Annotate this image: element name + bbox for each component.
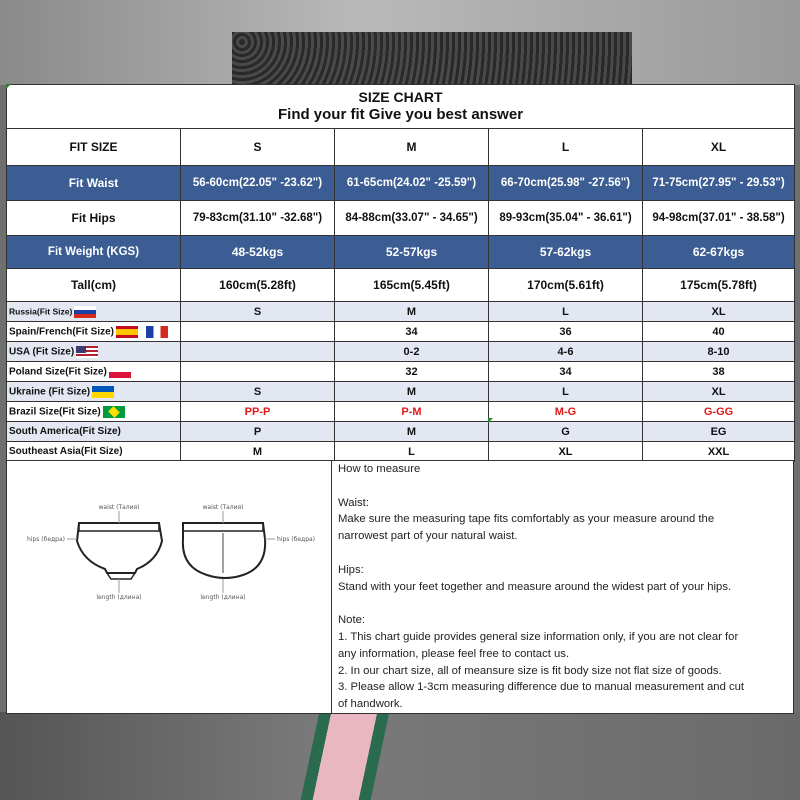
- region-cell: 8-10: [643, 342, 795, 362]
- region-row-poland: [7, 362, 795, 382]
- region-cell: 34: [335, 322, 489, 342]
- region-cell: M-G: [489, 402, 643, 422]
- region-cell: S: [181, 302, 335, 322]
- note-1-line-2: any information, please feel free to contact us.: [338, 647, 570, 660]
- note-title: Note:: [338, 614, 366, 627]
- region-cell: 4-6: [489, 342, 643, 362]
- fit-weight-m: 52-57kgs: [335, 236, 489, 269]
- flag-brazil-icon: [103, 406, 125, 418]
- region-cell: L: [489, 302, 643, 322]
- region-row-south-america: [7, 422, 795, 442]
- region-label-spain-french: [7, 322, 181, 342]
- region-cell: XL: [643, 382, 795, 402]
- flag-ukraine-icon: [92, 386, 114, 398]
- title-cell: [7, 85, 795, 129]
- region-cell: 32: [335, 362, 489, 382]
- hips-label-front: hips (бедра): [26, 536, 65, 543]
- region-cell: L: [335, 442, 489, 462]
- region-row-southeast-asia: [7, 442, 795, 462]
- how-to-measure-heading: How to measure: [338, 463, 421, 475]
- back-brief-diagram: [183, 511, 275, 593]
- region-cell: 34: [489, 362, 643, 382]
- region-label-text: Russia(Fit Size): [9, 305, 73, 316]
- fit-waist-row: [7, 166, 795, 201]
- region-label-text: USA (Fit Size): [9, 346, 75, 358]
- lace-waistband-photo: [232, 32, 632, 84]
- region-label-text: Ukraine (Fit Size): [9, 386, 91, 398]
- region-label-southeast-asia: Southeast Asia(Fit Size): [7, 442, 181, 462]
- fit-hips-label: Fit Hips: [7, 201, 181, 236]
- size-header-m: M: [335, 129, 489, 166]
- fit-weight-label: Fit Weight (KGS): [7, 236, 181, 269]
- background-photo-bottom: [0, 712, 800, 800]
- note-3-line-1: 3. Please allow 1-3cm measuring difference due to manual measurement and cut: [338, 681, 745, 694]
- measure-diagram: [7, 461, 331, 713]
- fit-hips-xl: 94-98cm(37.01" - 38.58"): [643, 201, 795, 236]
- region-label-ukraine: [7, 382, 181, 402]
- flag-russia-icon: [74, 306, 96, 318]
- tall-l: 170cm(5.61ft): [489, 269, 643, 302]
- region-cell: PP-P: [181, 402, 335, 422]
- title-row: [7, 85, 795, 129]
- region-cell: M: [335, 302, 489, 322]
- front-brief-diagram: [67, 511, 162, 593]
- region-cell: XL: [489, 442, 643, 462]
- region-cell: [181, 322, 335, 342]
- waist-text-line-1: Make sure the measuring tape fits comfortably as your measure around the: [338, 513, 715, 526]
- flag-france-icon: [146, 326, 168, 338]
- region-cell: XXL: [643, 442, 795, 462]
- region-cell: XL: [643, 302, 795, 322]
- region-label-brazil: [7, 402, 181, 422]
- waist-label-front: waist (Талия): [98, 504, 140, 511]
- region-cell: S: [181, 382, 335, 402]
- fit-waist-m: 61-65cm(24.02" -25.59"): [335, 166, 489, 201]
- hips-title: Hips:: [338, 563, 364, 576]
- tall-row: [7, 269, 795, 302]
- fit-weight-s: 48-52kgs: [181, 236, 335, 269]
- fit-hips-row: [7, 201, 795, 236]
- tall-xl: 175cm(5.78ft): [643, 269, 795, 302]
- region-row-ukraine: [7, 382, 795, 402]
- chart-subtitle: Find your fit Give you best answer: [277, 105, 524, 123]
- spacer: [338, 595, 793, 612]
- region-row-usa: [7, 342, 795, 362]
- region-cell: M: [181, 442, 335, 462]
- region-label-poland: [7, 362, 181, 382]
- region-cell: EG: [643, 422, 795, 442]
- note-2: 2. In our chart size, all of meansure size is fit body size not flat size of goods.: [338, 664, 722, 677]
- measure-diagram-panel: [6, 460, 332, 714]
- tall-s: 160cm(5.28ft): [181, 269, 335, 302]
- region-row-russia: [7, 302, 795, 322]
- spacer: [338, 545, 793, 562]
- corner-marker: [6, 84, 11, 89]
- region-cell: 0-2: [335, 342, 489, 362]
- fit-size-label: FIT SIZE: [7, 129, 181, 166]
- region-label-south-america: South America(Fit Size): [7, 422, 181, 442]
- region-cell: L: [489, 382, 643, 402]
- size-header-xl: XL: [643, 129, 795, 166]
- waist-label-back: waist (Талия): [202, 504, 244, 511]
- note-3-line-2: of handwork.: [338, 698, 403, 711]
- region-row-brazil: [7, 402, 795, 422]
- region-row-spain-french: [7, 322, 795, 342]
- fit-weight-l: 57-62kgs: [489, 236, 643, 269]
- tall-m: 165cm(5.45ft): [335, 269, 489, 302]
- region-cell: 36: [489, 322, 643, 342]
- region-cell: [181, 362, 335, 382]
- note-1-line-1: 1. This chart guide provides general size information only, if you are not clear for: [338, 630, 739, 643]
- length-label-back: length (длина): [200, 594, 246, 601]
- tall-label: Tall(cm): [7, 269, 181, 302]
- fit-waist-l: 66-70cm(25.98" -27.56"): [489, 166, 643, 201]
- region-cell: G: [489, 422, 643, 442]
- region-cell: M: [335, 422, 489, 442]
- region-cell: G-GG: [643, 402, 795, 422]
- region-label-text: Poland Size(Fit Size): [9, 366, 107, 378]
- hips-text: Stand with your feet together and measure around the widest part of your hips.: [338, 580, 732, 593]
- length-label-front: length (длина): [96, 594, 142, 601]
- flag-poland-icon: [109, 366, 131, 378]
- flag-usa-icon: [76, 346, 98, 358]
- flag-spain-icon: [116, 326, 138, 338]
- waist-title: Waist:: [338, 496, 369, 509]
- fit-waist-xl: 71-75cm(27.95" - 29.53"): [643, 166, 795, 201]
- region-cell: M: [335, 382, 489, 402]
- fit-waist-s: 56-60cm(22.05" -23.62"): [181, 166, 335, 201]
- fit-weight-xl: 62-67kgs: [643, 236, 795, 269]
- fit-hips-l: 89-93cm(35.04" - 36.61"): [489, 201, 643, 236]
- region-cell: 40: [643, 322, 795, 342]
- hips-label-back: hips (бедра): [277, 536, 316, 543]
- fit-weight-row: [7, 236, 795, 269]
- region-label-text: Spain/French(Fit Size): [9, 326, 115, 338]
- fit-waist-label: Fit Waist: [7, 166, 181, 201]
- region-label-usa: [7, 342, 181, 362]
- fit-hips-m: 84-88cm(33.07" - 34.65"): [335, 201, 489, 236]
- region-label-russia: [7, 302, 181, 322]
- spacer: [338, 478, 793, 495]
- fit-hips-s: 79-83cm(31.10" -32.68"): [181, 201, 335, 236]
- region-cell: P: [181, 422, 335, 442]
- region-label-text: Brazil Size(Fit Size): [9, 406, 101, 418]
- size-header-s: S: [181, 129, 335, 166]
- size-chart-table: [6, 84, 795, 462]
- waist-text-line-2: narrowest part of your natural waist.: [338, 530, 518, 543]
- size-header-l: L: [489, 129, 643, 166]
- cell-marker: [488, 418, 493, 423]
- region-cell: 38: [643, 362, 795, 382]
- fit-size-header-row: [7, 129, 795, 166]
- region-cell: P-M: [335, 402, 489, 422]
- how-to-measure-panel: [332, 460, 794, 714]
- region-cell: [181, 342, 335, 362]
- chart-title: SIZE CHART: [358, 88, 443, 105]
